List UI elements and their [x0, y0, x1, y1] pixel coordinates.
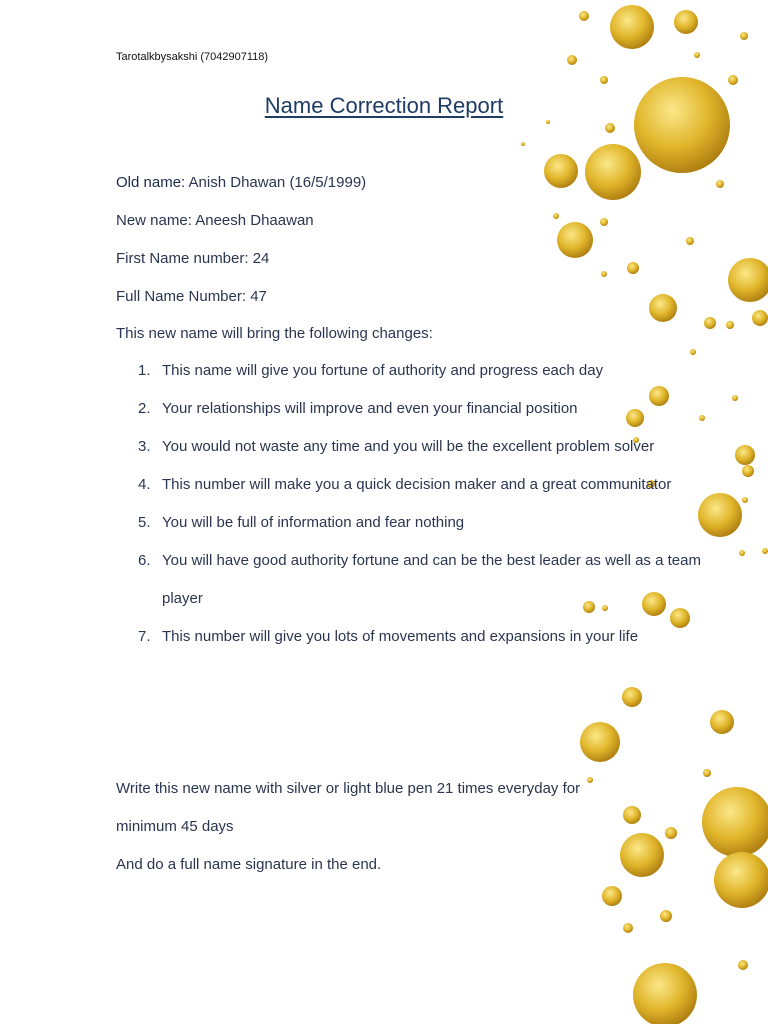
changes-intro: This new name will bring the following changes: [116, 325, 433, 342]
old-name-label: Old name: [116, 174, 186, 191]
new-name-value: Aneesh Dhaawan [195, 212, 314, 229]
list-item: You will be full of information and fear nothing [162, 514, 465, 531]
instruction-text: Write this new name with silver or light blue pen 21 times everyday for minimum 45 days [116, 780, 581, 835]
list-item: This name will give you fortune of authority and progress each day [162, 362, 604, 379]
report-title: Name Correction Report [264, 93, 504, 118]
list-item: Your relationships will improve and even your financial position [162, 400, 578, 417]
first-name-number: First Name number: 24 [116, 250, 270, 267]
list-item: This number will give you lots of movements and expansions in your life [162, 628, 639, 645]
full-name-number: Full Name Number: 47 [116, 288, 267, 305]
new-name-label: New name: [116, 212, 192, 229]
changes-list [116, 352, 702, 656]
header-contact: Tarotalkbysakshi (7042907118) [116, 51, 269, 63]
new-name-row [116, 212, 314, 229]
old-name-value: Anish Dhawan (16/5/1999) [188, 174, 367, 191]
list-item: You will have good authority fortune and can be the best leader as well as a team player [162, 552, 701, 607]
list-item: This number will make you a quick decision maker and a great communitator [162, 476, 672, 493]
closing-text: And do a full name signature in the end. [116, 856, 382, 873]
list-item: You would not waste any time and you will be the excellent problem solver [162, 438, 655, 455]
old-name-row [116, 174, 366, 191]
